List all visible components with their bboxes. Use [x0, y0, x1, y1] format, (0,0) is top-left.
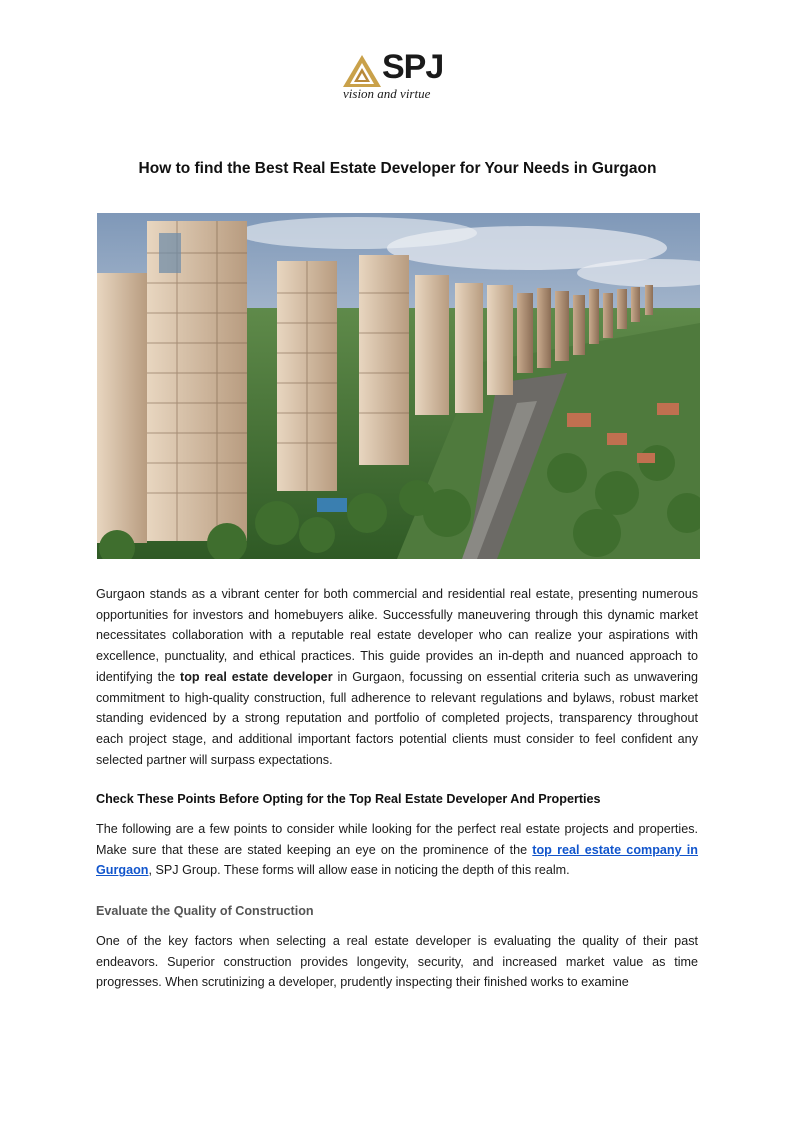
logo-brand: SPJ — [382, 48, 444, 86]
top-real-estate-company-link[interactable]: top real estate company in Gurgaon — [96, 842, 699, 878]
section2-heading: Evaluate the Quality of Construction — [96, 904, 314, 919]
hero-image — [97, 213, 700, 559]
section1-paragraph — [96, 819, 698, 881]
intro-paragraph — [96, 584, 698, 770]
logo-tagline: vision and virtue — [343, 86, 431, 101]
section1-text-1: The following are a few points to consider while looking for the perfect real estate projects and properties. Make sure that these are stated keeping an eye on the prominence of the — [96, 822, 698, 857]
spj-logo — [340, 48, 460, 104]
section1-heading: Check These Points Before Opting for the Top Real Estate Developer And Properties — [96, 792, 601, 807]
article-body — [96, 584, 698, 993]
section1-text-2: , SPJ Group. These forms will allow ease in noticing the depth of this realm. — [148, 863, 570, 878]
page-title: How to find the Best Real Estate Developer for Your Needs in Gurgaon — [138, 160, 657, 177]
section2-paragraph: One of the key factors when selecting a real estate developer is evaluating the quality of their past endeavors. Superior construction provides longevity, security, and increased market value as time progresses. When scrutinizing a developer, prudently inspecting their finished works to examine — [96, 933, 698, 990]
intro-text-2: in Gurgaon, focussing on essential criteria such as unwavering commitment to high-quality construction, full adherence to relevant regulations and bylaws, robust market standing evidenced by a strong reputation and portfolio of completed projects, transparency throughout each project stage, and additional important factors potential clients must consider to feel confident any selected partner will surpass expectations. — [96, 669, 698, 767]
aerial-city-skyline-image — [97, 213, 700, 559]
intro-keyword: top real estate developer — [180, 669, 333, 684]
spj-triangle-logo-icon — [342, 54, 382, 88]
intro-text-1: Gurgaon stands as a vibrant center for both commercial and residential real estate, presenting numerous opportunities for investors and homebuyers alike. Successfully maneuvering through this dynamic market necessitates collaboration with a reputable real estate developer who can realize your aspirations with excellence, punctuality, and ethical practices. This guide provides an in-depth and nuanced approach to identifying the — [96, 587, 698, 684]
